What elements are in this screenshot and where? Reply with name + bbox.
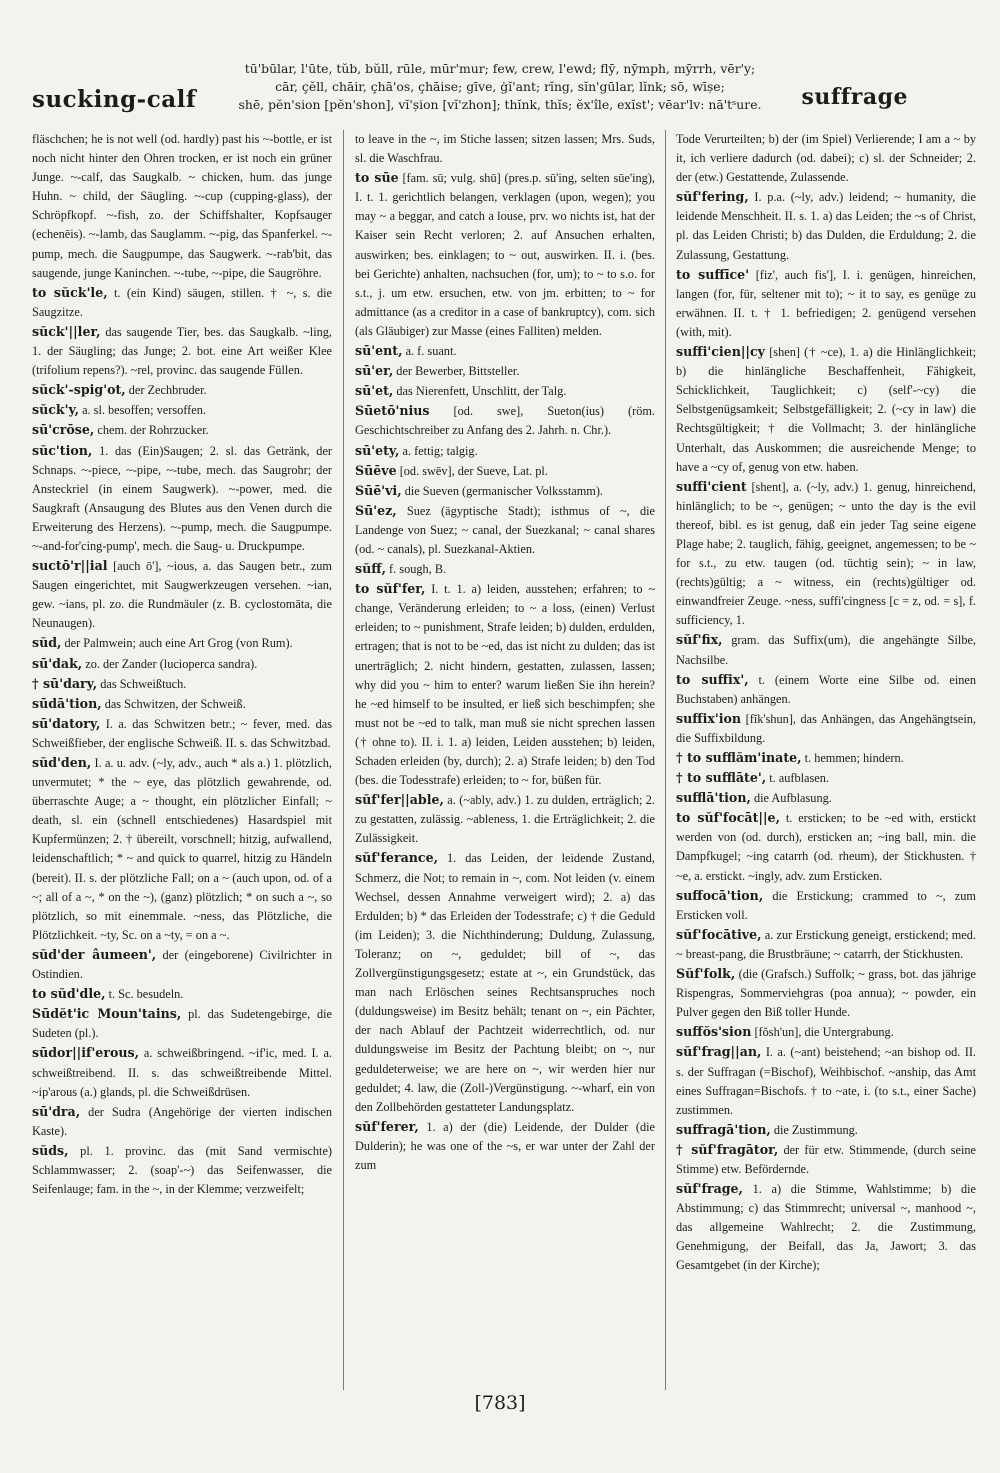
dictionary-entry: [355, 790, 655, 848]
entry-definition: gram. das Suffix(um), die angehängte Silbe, Nachsilbe.: [676, 633, 976, 667]
entry-definition: t. ersticken; to be ~ed with, erstickt werden von (od. durch), ersticken an; ~ing ball, min. die Dampfkugel; ~ing catarrh (od. rheum), der Stickhusten. † ~e, a. erstickt. ~ingly, adv. zum Ersticken.: [676, 811, 976, 883]
page-number: [783]: [474, 1392, 526, 1414]
entry-definition: die Erstickung; crammed to ~, zum Ersticken voll.: [676, 888, 976, 922]
dictionary-entry: [676, 265, 976, 342]
entry-definition: der Bewerber, Bittsteller.: [396, 364, 520, 379]
entry-headword: sŭf'fix,: [676, 632, 723, 648]
entry-headword: sŭf'ferance,: [355, 850, 438, 866]
entry-definition: die Aufblasung.: [753, 791, 832, 806]
entry-definition: pl. 1. provinc. das (mit Sand vermischte) Schlammwasser; 2. (soap'-~) das Seifenwasser, die Seifenlauge; fam. in the ~, in der Klemme; verzweifelt;: [32, 1143, 333, 1197]
dictionary-entry: [676, 342, 976, 477]
entry-headword: to suffix',: [676, 671, 749, 687]
entry-headword: to sŭf'focāt||e,: [676, 810, 780, 826]
entry-headword: sŭck'y,: [32, 402, 79, 418]
dictionary-entry: [32, 380, 332, 400]
dictionary-entry: [32, 674, 332, 694]
dictionary-entry: [32, 694, 332, 714]
entry-headword: sŭd,: [32, 635, 62, 651]
entry-headword: sŭf'ferer,: [355, 1118, 419, 1134]
entry-headword: sŭf'focātive,: [676, 926, 762, 942]
entry-headword: Sūetō'nius: [355, 403, 430, 419]
entry-definition: [shent], a. (~ly, adv.) 1. genug, hinreichend, hinlänglich; to be ~, genügen; ~ unto the day is the evil thereof, bibl. es ist genug, daß ein jeder Tag seine eigene Plage habe; 2. tauglich, fähig, geeignet, angemessen; to be ~ for s.t., zu etw. taugen (od. tüchtig sein); ~ in law, (rechts)gültig; a ~ witness, ein (rechts)gültiger od. einwandfreier Zeuge. ~ness, suffi'cingness [c = z, od. = s], f. sufficiency, 1.: [676, 479, 976, 628]
entry-definition: [fiz', auch fis'], I. i. genügen, hinreichen, langen (for, für, seltener mit to); ~ it to say, es genüge zu erwähnen. II. t. † 1. befriedigen; 2. genügend versehen (with, mit).: [676, 267, 977, 339]
entry-definition: 1. a) die Stimme, Wahlstimme; b) die Abstimmung; c) das Stimmrecht; universal ~, manhood ~, das allgemeine Wahlrecht; 2. die Zustimmung, Genehmigung, der Beifall, das Ja, Jawort; 3. das Gesamtgebet (in der Kirche);: [676, 1182, 977, 1273]
dictionary-entry: [32, 441, 332, 557]
pronunciation-key-line: shē, pĕn'sion [pĕn'shon], vĭ'șion [vĭ'zhon]; thĭnk, thĭs; ĕx'île, exĭst'; vēar'lv: nā'tˢure.: [238, 97, 762, 112]
entry-headword: sū'ety,: [355, 442, 400, 458]
entry-definition: Tode Verurteilten; b) der (im Spiel) Verlierende; I am a ~ by it, ich verliere dadurch (od. dabei); c) sl. der Schneider; 2. der (etw.) Gestattende, Zulassende.: [676, 132, 976, 185]
entry-headword: † sŭf'fragātor,: [676, 1141, 779, 1157]
entry-definition: I. a. (~ant) beistehend; ~an bishop od. II. s. der Suffragan (=Bischof), Weihbischof. ~anship, das Amt eines Suffragan=Bischofs. † to ~ate, i. (to s.t., einer Sache) zustimmen.: [676, 1045, 976, 1117]
entry-definition: die Sueven (germanischer Volksstamm).: [404, 483, 603, 498]
entry-headword: sŭd'den,: [32, 755, 92, 770]
entry-definition: t. (einem Worte eine Silbe od. einen Buchstaben) anhängen.: [676, 672, 977, 706]
dictionary-entry: [676, 130, 976, 187]
entry-headword: sŭf'frag||an,: [676, 1044, 762, 1060]
dictionary-entry: [355, 361, 655, 381]
dictionary-entry: [676, 477, 976, 631]
guide-word-left: sucking-calf: [32, 86, 197, 113]
entry-headword: sū'crōse,: [32, 422, 95, 438]
dictionary-entry: [676, 1042, 976, 1119]
entry-definition: t. hemmen; hindern.: [804, 751, 904, 765]
entry-headword: sŭck'||ler,: [32, 323, 101, 339]
entry-definition: I. t. 1. a) leiden, ausstehen; erfahren; to ~ change, Veränderung erleiden; to ~ a loss, (einen) Verlust erleiden; to ~ punishment, Strafe leiden; b) dulden, erdulden, ertragen; that is not to be ~ed, das ist nicht zu dulden; das ist unerträglich; 2. nicht hindern, gestatten, zulassen, lassen; why did you ~ him to enter? warum ließen Sie ihn herein? he ~ed himself to be insulted, er ließ sich beschimpfen; she must not be ~ed to talk, man muß sie nicht sprechen lassen († ohne to). II. i. 1. a) leiden, Leiden ausstehen; b) leiden, Schaden erleiden (by, durch); 2. a) Strafe leiden; b) den Tod (bes. die Todesstrafe) erleiden; to ~ for, büßen für.: [355, 582, 656, 788]
column-3: [676, 130, 976, 1276]
entry-definition: a. sl. besoffen; versoffen.: [82, 403, 206, 418]
dictionary-entry: [676, 886, 976, 925]
dictionary-entry: [355, 501, 655, 559]
entry-definition: fläschchen; he is not well (od. hardly) past his ~-bottle, er ist noch nicht hinter den Ohren trocken, er ist noch ein grüner Junge. ~-calf, das Saugkalb. ~ chicken, hum. das junge Huhn. ~ child, der Säugling. ~-cup (cupping-glass), der Schröpfkopf. ~-fish, zo. der Schiffshalter, Kopfsauger (echenēis). ~-lamb, das Sauglamm. ~-pig, das Spanferkel. ~-pump, mech. die Saugpumpe, das Saugwerk. ~-rab'bit, das saugende, junge Kaninchen. ~-tube, ~-pipe, die Saugröhre.: [32, 132, 332, 280]
entry-headword: Sūēve: [355, 462, 397, 478]
dictionary-entry: [676, 1120, 976, 1140]
dictionary-entry: [355, 130, 655, 168]
entry-headword: sūdor||if'erous,: [32, 1045, 139, 1061]
dictionary-entry: [32, 420, 332, 440]
dictionary-entry: [355, 559, 655, 579]
dictionary-entry: [32, 1102, 332, 1141]
pronunciation-key-line: cār, çĕll, chāir, çhā'os, çhāise; gīve, ġĭ'ant; rĭng, sĭn'gūlar, lĭnk; sō, wīșe;: [275, 79, 725, 94]
entry-headword: sŭf'fer||able,: [355, 792, 444, 808]
entry-definition: t. aufblasen.: [769, 771, 829, 786]
page-header: [0, 50, 1000, 120]
dictionary-entry: [32, 633, 332, 653]
entry-definition: Suez (ägyptische Stadt); isthmus of ~, die Landenge von Suez; ~ canal, der Suezkanal; ~ canal shares (od. ~ canals), pl. Suezkanal-Aktien.: [355, 503, 655, 556]
entry-definition: a. (~ably, adv.) 1. zu dulden, erträglich; 2. zu gestatten, zulässig. ~ableness, 1. die Erträglichkeit; 2. die Zulässigkeit.: [355, 793, 655, 846]
column-divider: [343, 130, 344, 1390]
dictionary-entry: [676, 925, 976, 964]
dictionary-entry: [676, 1022, 976, 1042]
pronunciation-key-line: tū'būlar, l'ūte, tŭb, bŭll, rūle, mūr'mur; few, crew, l'ewd; flȳ, nȳmph, mȳrrh, vēr'y;: [244, 61, 756, 76]
entry-headword: sŭck'-spig'ot,: [32, 382, 126, 398]
entry-definition: die Zustimmung.: [773, 1122, 858, 1137]
dictionary-entry: [676, 630, 976, 669]
dictionary-entry: [355, 168, 655, 341]
entry-definition: t. Sc. besudeln.: [108, 987, 184, 1002]
entry-definition: [od. swe], Sueton(ius) (röm. Geschichtschreiber zu Anfang des 2. Jahrh. n. Chr.).: [355, 404, 655, 438]
entry-definition: der Sudra (Angehörige der vierten indischen Kaste).: [32, 1104, 332, 1138]
entry-definition: das Schweißtuch.: [100, 676, 187, 691]
entry-headword: suffi'cien||cy: [676, 344, 765, 360]
entry-definition: [fŏsh'un], die Untergrabung.: [754, 1025, 894, 1040]
entry-definition: a. zur Erstickung geneigt, erstickend; med. ~ breast-pang, die Brustbräune; ~ catarrh, der Stickhusten.: [676, 927, 976, 961]
dictionary-entry: [32, 130, 332, 283]
entry-definition: [fĭk'shun], das Anhängen, das Angehängtsein, die Suffixbildung.: [676, 711, 977, 745]
entry-headword: sū'datory,: [32, 715, 101, 731]
column-1: [32, 130, 332, 1199]
guide-word-right: suffrage: [801, 84, 908, 110]
entry-headword: to suffīce': [676, 266, 750, 282]
dictionary-entry: [676, 964, 976, 1022]
entry-definition: I. a. u. adv. (~ly, adv., auch * als a.) 1. plötzlich, unvermutet; * the ~ eye, das plötzlich gewahrende, od. überraschte Auge; a ~ thought, ein plötzlicher Einfall; ~ death, sl. ein (schnell entschiedenes) Hasardspiel mit Kupfermünzen; 2. † übereilt, vorschnell; hitzig, aufwallend, leidenschaftlich; * ~ and quick to quarrel, hitzig zu Händeln (bereit). II. s. der plötzliche Fall; on a ~ (auch upon, od. of a ~; all of a ~, * on the ~), (ganz) plötzlich; * on such a ~, so plötzlich, so mit einemmale. ~ness, das Plötzliche, die Plötzlichkeit. ~ty, Sc. on a ~ty, = on a ~.: [32, 756, 333, 942]
dictionary-entry: [32, 400, 332, 420]
entry-definition: pl. das Sudetengebirge, die Sudeten (pl.).: [32, 1007, 332, 1041]
entry-headword: sufflā'tion,: [676, 790, 751, 806]
dictionary-entry: [32, 945, 332, 984]
dictionary-entry: [355, 848, 655, 1116]
dictionary-entry: [355, 401, 655, 440]
dictionary-entry: [676, 1179, 976, 1275]
dictionary-entry: [676, 808, 976, 885]
entry-headword: † to sufflăm'inate,: [676, 750, 802, 765]
dictionary-entry: [355, 481, 655, 501]
entry-headword: † to sufflāte',: [676, 770, 767, 786]
dictionary-entry: [355, 381, 655, 401]
entry-definition: der Palmwein; auch eine Art Grog (von Rum).: [64, 636, 293, 651]
entry-definition: (die (Grafsch.) Suffolk; ~ grass, bot. das jährige Rispengras, Sommerviehgras (poa annua); ~ powder, ein Pulver gegen den Biß toller Hunde.: [676, 967, 976, 1020]
entry-definition: 1. das (Ein)Saugen; 2. sl. das Getränk, der Schnaps. ~-piece, ~-pipe, ~-tube, mech. das Saugrohr; der Ansteckriel (in einem Saugwerk). ~-power, med. die Saugkraft (Ansaugung des Blutes aus den Venen durch die Erweiterung des Herzens). ~-pump, mech. die Saugpumpe. ~-and-for'cing-pump', mech. die Saug- u. Druckpumpe.: [32, 443, 332, 553]
entry-definition: to leave in the ~, im Stiche lassen; sitzen lassen; Mrs. Suds, sl. die Waschfrau.: [355, 132, 655, 166]
entry-headword: Sū'ez,: [355, 502, 397, 518]
dictionary-entry: [32, 654, 332, 674]
entry-headword: suffix'ion: [676, 710, 742, 726]
dictionary-entry: [355, 341, 655, 361]
entry-definition: I. a. das Schwitzen betr.; ~ fever, med. das Schweißfieber, der englische Schweiß. II. s. das Schwitzbad.: [32, 716, 332, 750]
entry-headword: to sŭd'dle,: [32, 986, 106, 1002]
column-divider: [665, 130, 666, 1390]
dictionary-entry: [676, 187, 976, 264]
entry-definition: [od. swēv], der Sueve, Lat. pl.: [399, 463, 548, 478]
entry-definition: f. sough, B.: [389, 562, 447, 577]
entry-definition: 1. das Leiden, der leidende Zustand, Schmerz, die Not; to remain in ~, com. Not leiden (v. einem Wechsel, dessen Annahme verweigert wird); 2. a) das Erdulden; b) * das Erleiden der Todesstrafe; c) † die Geduld (im Leiden); 3. die Nichthinderung; Duldung, Zulassung, Toleranz; on ~, geduldet; bill of ~, das Zollvergünstigungsgesetz; estate at ~, ein Grundstück, das man nach Erlöschen seines Rechtsanspruches noch (duldungsweise) im Besitz behält; tenant on ~, ein Pächter, der nach Ablauf der Pachtzeit widerrechtlich, od. nur duldungsweise im Besitz der Pachtung bleibt; on ~, nur geduldeterweise; we are here on ~, wir werden hier nur geduldet; 4. law, die (Zoll-)Vergünstigung. ~-wharf, ein von den Zollbehörden gestatteter Landungsplatz.: [355, 851, 655, 1114]
dictionary-entry: [32, 714, 332, 753]
entry-headword: † sū'dary,: [32, 675, 98, 691]
dictionary-entry: [32, 283, 332, 322]
entry-headword: sŭd'der âumeen',: [32, 946, 157, 962]
dictionary-entry: [32, 984, 332, 1004]
entry-headword: to sŭf'fer,: [355, 581, 426, 597]
dictionary-entry: [32, 556, 332, 633]
dictionary-entry: [355, 579, 655, 790]
dictionary-entry: [676, 670, 976, 709]
entry-definition: das saugende Tier, bes. das Saugkalb. ~ling, 1. der Säugling; das Junge; 2. bot. eine Art weißer Klee (trifolium repens?). ~rel, provinc. das saugende Füllen.: [32, 324, 332, 378]
entry-definition: a. f. suant.: [405, 344, 457, 359]
entry-headword: Sŭf'folk,: [676, 966, 736, 982]
entry-headword: sŭf'frage,: [676, 1181, 743, 1197]
dictionary-entry: [355, 1117, 655, 1175]
entry-definition: [auch ō'], ~ious, a. das Saugen betr., zum Saugen eingerichtet, mit Saugwerkzeugen versehen. ~ian, gew. ~ians, pl. zo. die Rundmäuler (z. B. cyclostomāta, die Neunaugen).: [32, 559, 332, 631]
entry-headword: suffocā'tion,: [676, 887, 764, 903]
dictionary-entry: [32, 1043, 332, 1101]
entry-headword: suffragā'tion,: [676, 1121, 771, 1137]
entry-definition: das Schwitzen, der Schweiß.: [104, 696, 246, 711]
entry-headword: sŭff,: [355, 561, 386, 577]
dictionary-entry: [676, 768, 976, 788]
entry-definition: der für etw. Stimmende, (durch seine Stimme) etw. Befördernde.: [676, 1142, 976, 1176]
entry-definition: t. (ein Kind) säugen, stillen. † ~, s. die Saugzitze.: [32, 285, 332, 319]
entry-headword: suffŏs'sion: [676, 1024, 752, 1040]
dictionary-entry: [32, 753, 332, 945]
entry-headword: suctō'r||ial: [32, 558, 108, 574]
dictionary-entry: [355, 461, 655, 481]
entry-definition: 1. a) der (die) Leidende, der Dulder (die Dulderin); he was one of the ~s, er war unter der Zahl der zum: [355, 1119, 656, 1172]
dictionary-entry: [32, 322, 332, 380]
dictionary-entry: [676, 748, 976, 768]
pronunciation-key: [190, 60, 810, 114]
entry-headword: Sūē'vi,: [355, 482, 402, 498]
dictionary-entry: [355, 441, 655, 461]
entry-headword: sū'et,: [355, 383, 394, 399]
dictionary-entry: [32, 1141, 332, 1199]
entry-definition: chem. der Rohrzucker.: [97, 423, 209, 438]
dictionary-entry: [676, 709, 976, 748]
entry-headword: sū'ent,: [355, 343, 403, 359]
dictionary-entry: [676, 1140, 976, 1179]
entry-definition: [fam. sū; vulg. shū] (pres.p. sū'ing, selten sūe'ing), I. t. 1. gerichtlich belangen, verklagen (upon, wegen); you may ~ a beggar, and catch a louse, prv. wo nichts ist, hat der Kaiser sein Recht verloren; 2. auf Ansuchen erhalten, auswirken; bes. einklagen; to ~ out, auswirken. II. i. (bes. bei Gerichte) anhalten, nachsuchen (for, um); to ~ to s.o. for s.t., j. um etw. ersuchen, etw. von jm. erbitten; to ~ for admittance (as a creditor in a case of bankruptcy), com. sich (als Gläubiger) zur Masse (eines Falliten) melden.: [355, 171, 655, 338]
entry-headword: sŭf'fering,: [676, 189, 749, 205]
entry-definition: der Zechbruder.: [128, 383, 207, 398]
entry-definition: [shen] († ~ce), 1. a) die Hinlänglichkeit; b) die hinlängliche Beschaffenheit, Fähigkeit, Schicklichkeit, Tauglichkeit; c) (self'-~cy) die Selbstgenügsamkeit; Selbstgefälligkeit; 2. (~cy in law) die Rechtsgültigkeit; † die Vollmacht; 3. der hinlängliche Unterhalt, das Auskommen; die ausreichende Menge; to have a ~cy of, genug von etw. haben.: [676, 345, 977, 474]
entry-headword: sŭc'tion,: [32, 442, 93, 458]
entry-headword: sū'er,: [355, 363, 394, 379]
entry-headword: sū'dak,: [32, 655, 83, 671]
entry-definition: a. fettig; talgig.: [402, 443, 478, 458]
entry-headword: suffi'cient: [676, 478, 747, 494]
dictionary-entry: [32, 1004, 332, 1043]
entry-definition: I. p.a. (~ly, adv.) leidend; ~ humanity, die leidende Menschheit. II. s. 1. a) das Leiden; the ~s of Christ, pl. das Leiden Christi; b) das Dulden, die Erduldung; 2. die Zulassung, Gestattung.: [676, 190, 976, 262]
entry-headword: to sŭck'le,: [32, 284, 108, 300]
entry-definition: a. schweißbringend. ~if'ic, med. I. a. schweißtreibend. II. s. das schweißtreibende Mittel. ~ip'arous (a.) glands, pl. die Schweißdrüsen.: [32, 1046, 332, 1099]
entry-headword: Sūdĕt'ic Moun'tains,: [32, 1006, 182, 1022]
entry-headword: to sūe: [355, 170, 399, 186]
entry-definition: der (eingeborene) Civilrichter in Ostindien.: [32, 947, 332, 982]
dictionary-entry: [676, 788, 976, 808]
entry-definition: zo. der Zander (lucioperca sandra).: [85, 656, 258, 671]
column-2: [355, 130, 655, 1175]
entry-headword: sūdā'tion,: [32, 695, 102, 711]
entry-headword: sŭds,: [32, 1142, 69, 1158]
entry-headword: sū'dra,: [32, 1103, 81, 1119]
entry-definition: das Nierenfett, Unschlitt, der Talg.: [396, 384, 567, 399]
